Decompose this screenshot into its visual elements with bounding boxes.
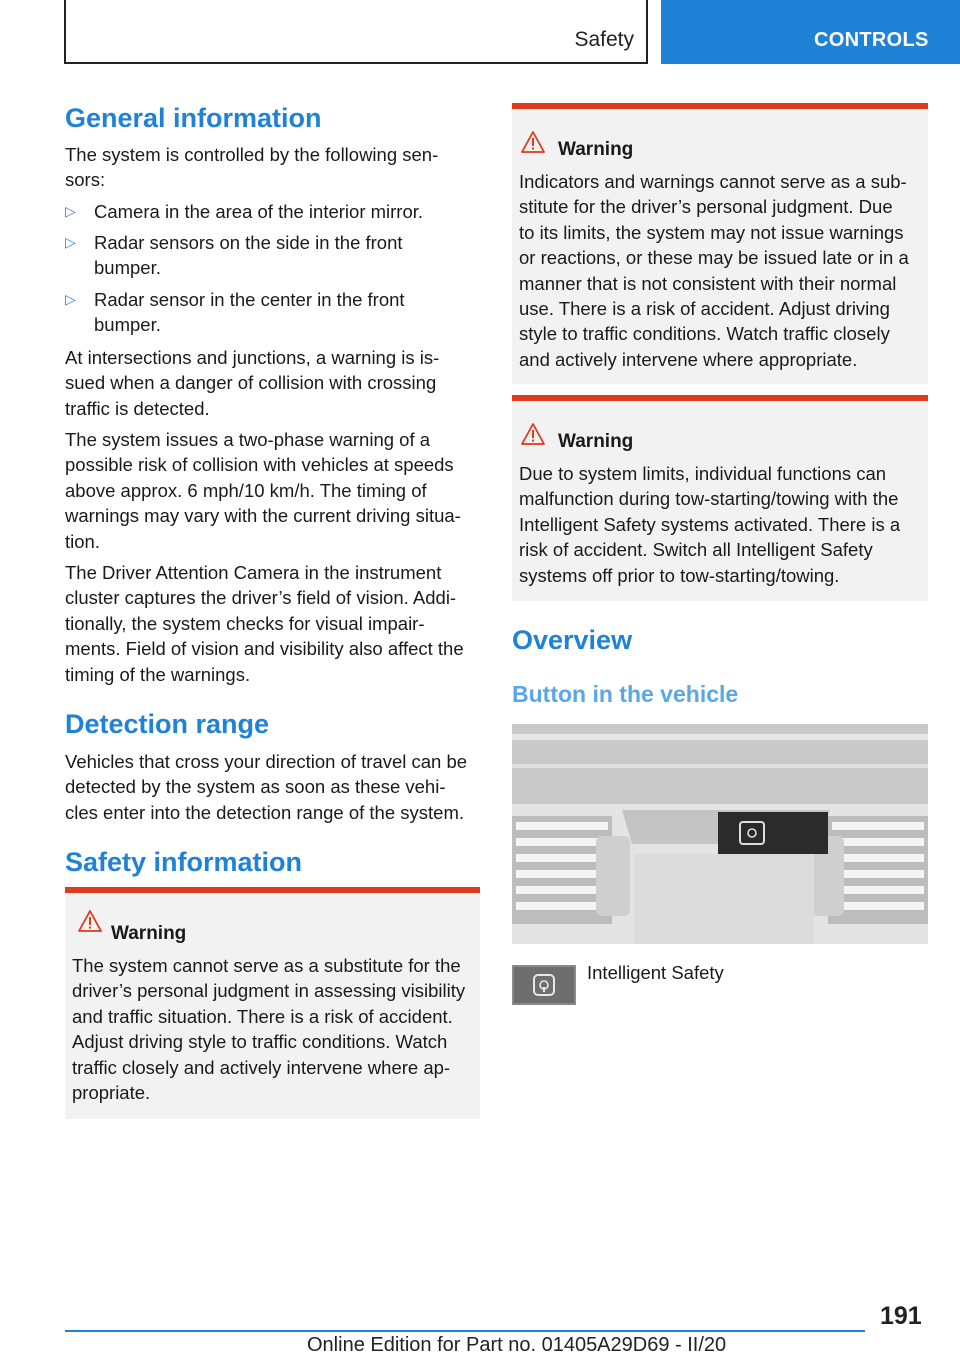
warning-title: Warning — [558, 431, 634, 452]
detection-paragraph: Vehicles that cross your direction of travel can be detected by the system as soon as these vehi- cles enter into the detection range of the system. — [65, 751, 468, 823]
footer-divider — [65, 1330, 865, 1332]
general-information-heading: General information — [65, 103, 322, 133]
warning-box — [65, 887, 480, 1119]
triangle-bullet-icon: ▷ — [65, 234, 76, 250]
warning-title: Warning — [558, 139, 634, 160]
triangle-bullet-icon: ▷ — [65, 203, 76, 219]
intelligent-safety-icon — [512, 965, 576, 1005]
header-chapter-tab — [661, 0, 960, 64]
safety-information-heading: Safety information — [65, 847, 303, 877]
header-section-box — [64, 0, 648, 64]
page-number: 191 — [880, 1302, 922, 1330]
warning-text: Due to system limits, individual functions can malfunction during tow-starting/towing with the Intelligent Safety systems activated. There is a risk of accident. Switch all Intelligent Safety systems off prior to tow-starting/towing. — [519, 463, 901, 586]
header-section-title: Safety — [574, 28, 634, 51]
general-paragraph-2: The system issues a two-phase warning of a possible risk of collision with vehicles at speeds above approx. 6 mph/10 km/h. The timing of warnings may vary with the current driving situa- tion. — [65, 429, 461, 552]
detection-range-heading: Detection range — [65, 709, 270, 739]
general-paragraph-1: At intersections and junctions, a warning is is- sued when a danger of collision with crossing traffic is detected. — [65, 347, 440, 419]
overview-heading: Overview — [512, 625, 633, 655]
general-paragraph-3: The Driver Attention Camera in the instrument cluster captures the driver’s field of vision. Addi- tionally, the system checks for visual impair- ments. Field of vision and visibility also affect the timing of the warnings. — [65, 562, 464, 685]
warning-triangle-icon — [78, 910, 102, 932]
warning-triangle-icon — [521, 423, 545, 445]
warning-text: Indicators and warnings cannot serve as a sub- stitute for the driver’s personal judgment. Due to its limits, the system may not issue warnings or reactions, or these may be issued late or in a manner that is not consistent with their normal use. There is a risk of accident. Adjust driving style to traffic conditions. Watch traffic closely and actively intervene where appropriate. — [519, 171, 909, 370]
warning-box-limits — [512, 103, 928, 384]
button-in-vehicle-heading: Button in the vehicle — [512, 681, 739, 707]
warning-text: The system cannot serve as a substitute for the driver’s personal judgment in assessing visibility and traffic situation. There is a risk of accident. Adjust driving style to traffic conditions. Watch traffic closely and actively intervene where ap- propriate. — [72, 955, 466, 1104]
warning-title: Warning — [111, 923, 187, 944]
general-intro: The system is controlled by the following sen- sors: — [65, 144, 439, 191]
dashboard-button-photo — [512, 724, 928, 944]
warning-triangle-icon — [521, 131, 545, 153]
triangle-bullet-icon: ▷ — [65, 291, 76, 307]
footer-edition: Online Edition for Part no. 01405A29D69 - II/20 — [307, 1334, 727, 1356]
warning-box-towing — [512, 395, 928, 601]
header-chapter-title: CONTROLS — [814, 29, 929, 51]
intelligent-safety-caption: Intelligent Safety — [587, 962, 724, 983]
